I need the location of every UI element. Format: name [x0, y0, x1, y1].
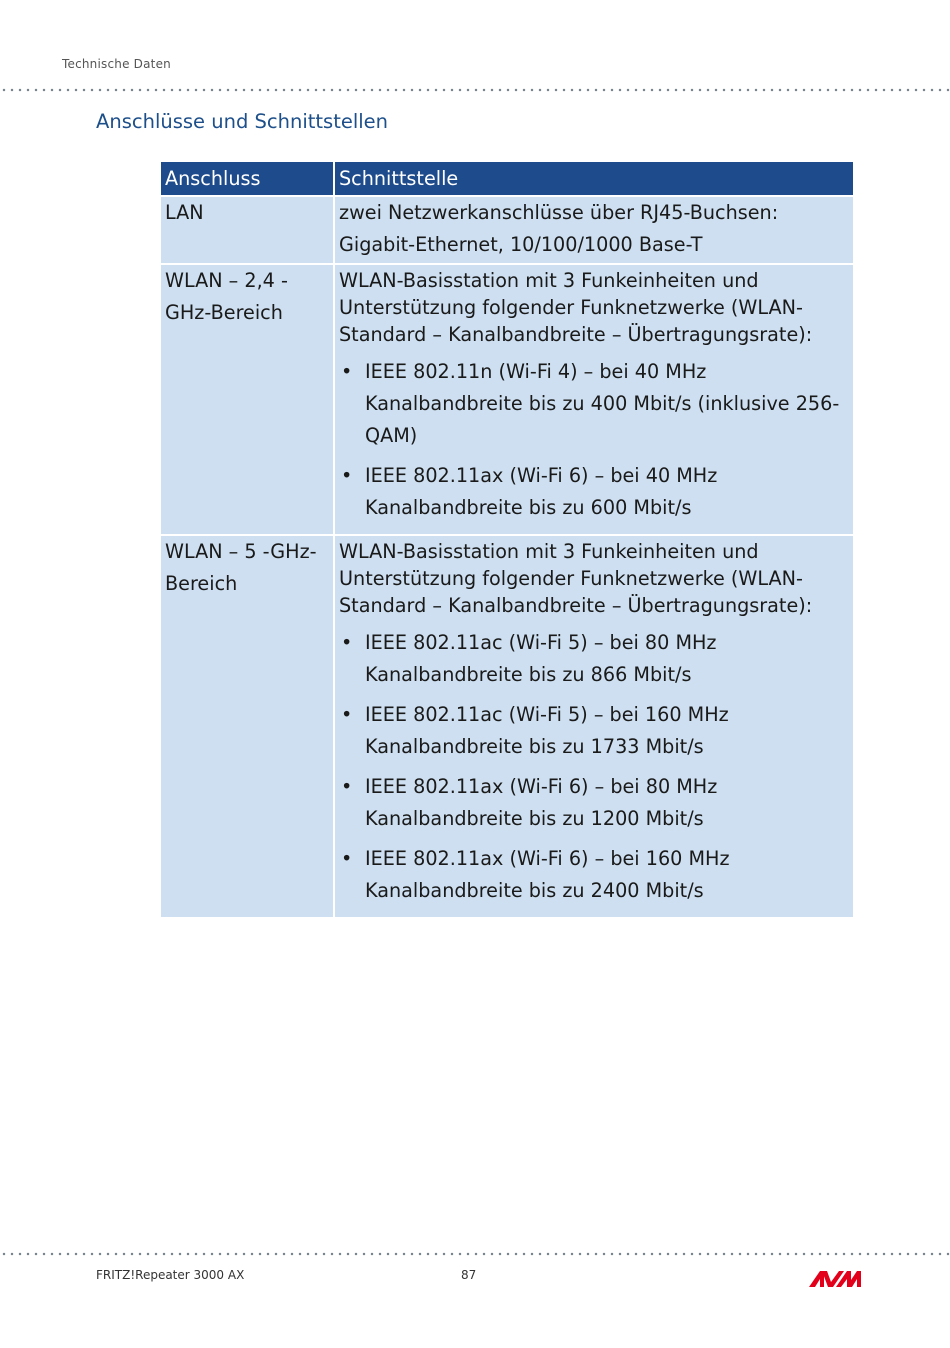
interface-text: zwei Netzwerkanschlüsse über RJ45-Buchsen: Gigabit-Ethernet, 10/100/1000 Base-T — [339, 201, 779, 256]
bullet-list — [339, 627, 849, 907]
bottom-dotted-divider — [0, 1252, 950, 1256]
table-row — [161, 535, 853, 917]
list-item: • IEEE 802.11ax (Wi-Fi 6) – bei 40 MHz Kanalbandbreite bis zu 600 Mbit/s — [339, 460, 849, 524]
table-row — [161, 196, 853, 264]
running-header: Technische Daten — [62, 57, 171, 71]
list-item: • IEEE 802.11n (Wi-Fi 4) – bei 40 MHz Kanalbandbreite bis zu 400 Mbit/s (inklusive 256-QAM) — [339, 356, 849, 452]
table-header-row — [161, 162, 853, 196]
port-cell: WLAN – 2,4 -GHz-Bereich — [161, 264, 334, 535]
interface-text: WLAN-Basisstation mit 3 Funkeinheiten und Unterstützung folgender Funknetzwerke (WLAN-Standard – Kanalbandbreite – Übertragungsrate): — [339, 269, 813, 346]
list-item: • IEEE 802.11ac (Wi-Fi 5) – bei 80 MHz Kanalbandbreite bis zu 866 Mbit/s — [339, 627, 849, 691]
page-number: 87 — [461, 1268, 477, 1282]
port-cell: LAN — [161, 196, 334, 264]
interface-cell — [334, 196, 853, 264]
port-cell: WLAN – 5 -GHz-Bereich — [161, 535, 334, 917]
column-header-port: Anschluss — [161, 162, 334, 196]
avm-logo-icon — [808, 1265, 862, 1293]
table-row — [161, 264, 853, 535]
interface-text: WLAN-Basisstation mit 3 Funkeinheiten und Unterstützung folgender Funknetzwerke (WLAN-Standard – Kanalbandbreite – Übertragungsrate): — [339, 540, 813, 617]
interface-cell — [334, 264, 853, 535]
bullet-list — [339, 356, 849, 524]
list-item: • IEEE 802.11ax (Wi-Fi 6) – bei 160 MHz Kanalbandbreite bis zu 2400 Mbit/s — [339, 843, 849, 907]
section-title: Anschlüsse und Schnittstellen — [96, 110, 389, 133]
list-item: • IEEE 802.11ac (Wi-Fi 5) – bei 160 MHz Kanalbandbreite bis zu 1733 Mbit/s — [339, 699, 849, 763]
footer-product-name: FRITZ!Repeater 3000 AX — [96, 1268, 245, 1282]
top-dotted-divider — [0, 88, 950, 92]
list-item: • IEEE 802.11ax (Wi-Fi 6) – bei 80 MHz Kanalbandbreite bis zu 1200 Mbit/s — [339, 771, 849, 835]
ports-table — [161, 162, 853, 917]
column-header-interface: Schnittstelle — [334, 162, 853, 196]
interface-cell — [334, 535, 853, 917]
